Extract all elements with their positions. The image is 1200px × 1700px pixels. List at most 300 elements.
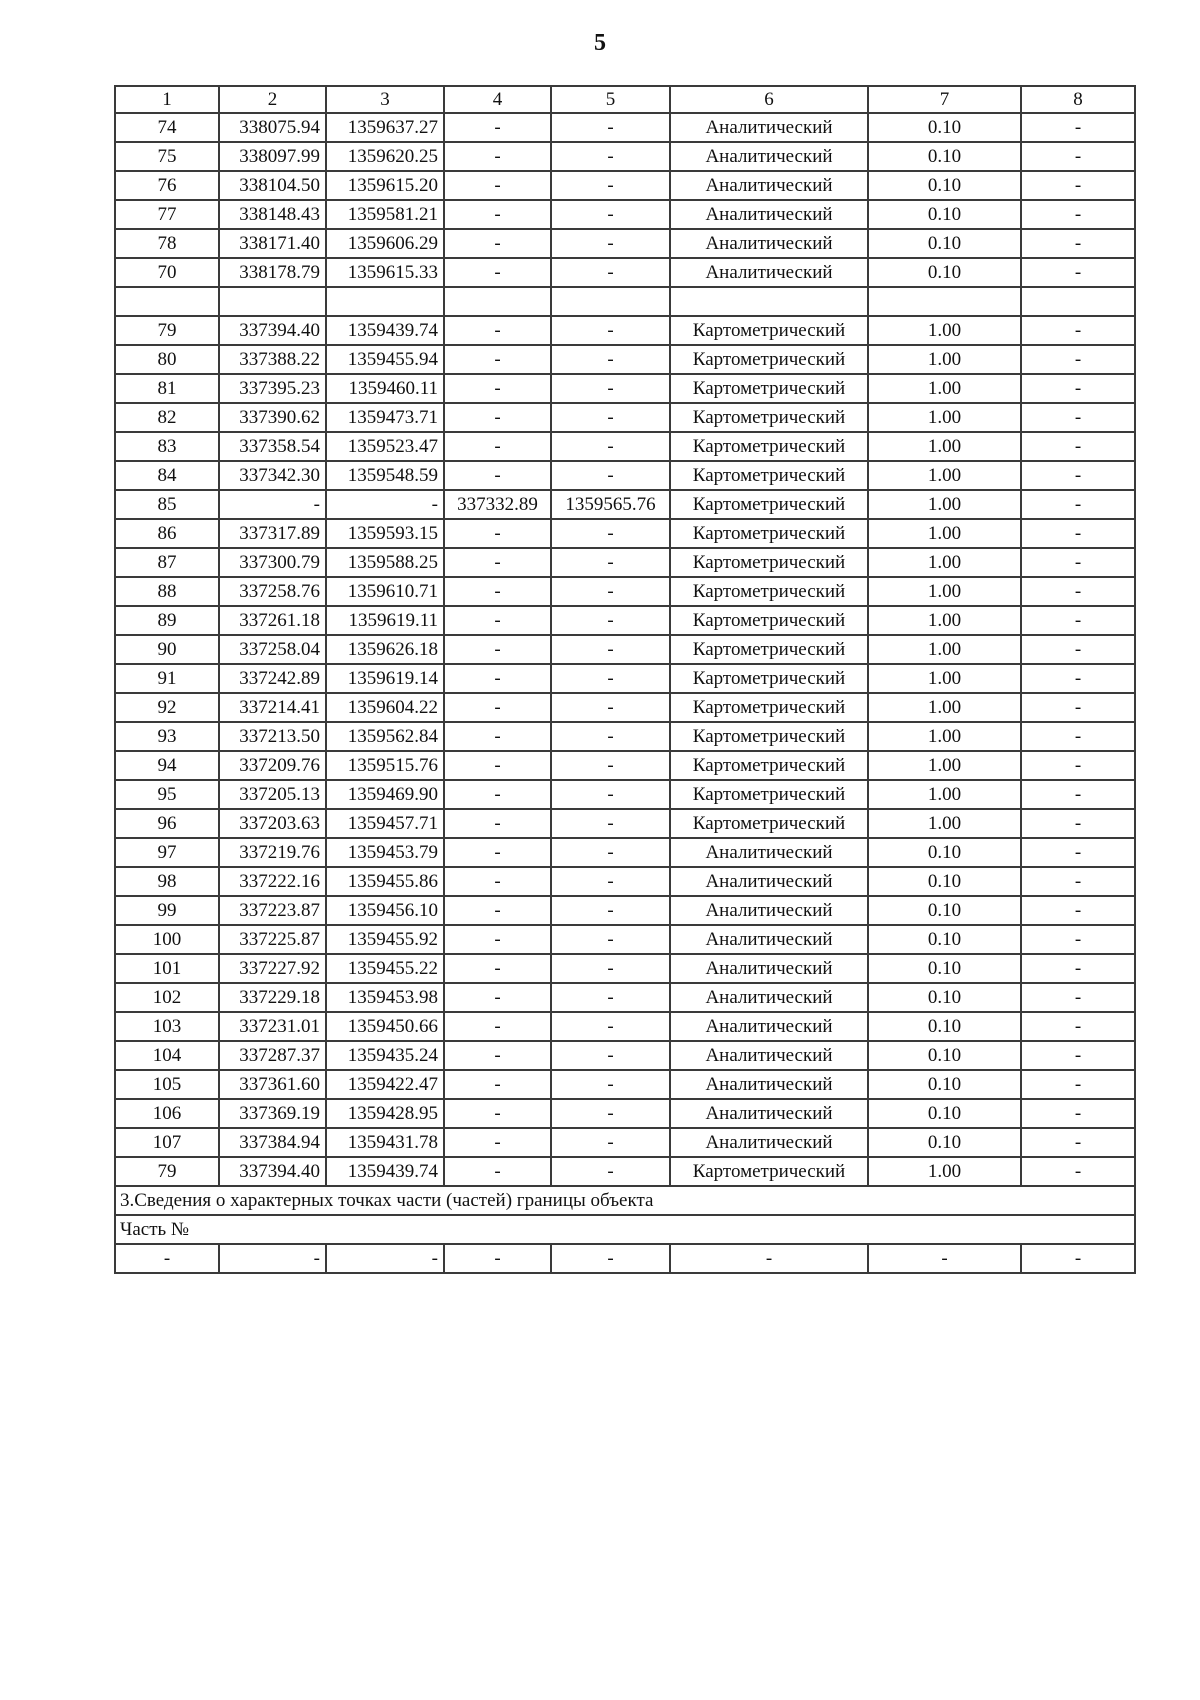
table-cell-col-3: 1359637.27	[326, 113, 444, 142]
table-cell-col-7: 0.10	[868, 171, 1021, 200]
table-cell-col-4: -	[444, 577, 551, 606]
table-cell-col-3: 1359469.90	[326, 780, 444, 809]
table-cell-col-4: -	[444, 1041, 551, 1070]
table-cell-col-6: Картометрический	[670, 432, 868, 461]
table-cell-col-3: 1359453.98	[326, 983, 444, 1012]
table-cell-col-2: 338097.99	[219, 142, 326, 171]
table-cell-col-4: -	[444, 1012, 551, 1041]
table-cell-col-5: -	[551, 374, 670, 403]
table-cell-col-4: -	[444, 229, 551, 258]
table-body	[115, 86, 1135, 1273]
table-cell-col-3: 1359562.84	[326, 722, 444, 751]
table-cell-col-7: 1.00	[868, 490, 1021, 519]
section-title-row-text: 3.Сведения о характерных точках части (частей) границы объекта	[115, 1186, 1135, 1215]
table-cell-col-8: -	[1021, 954, 1135, 983]
table-cell-col-5: -	[551, 577, 670, 606]
table-cell-col-2: 337242.89	[219, 664, 326, 693]
table-cell-col-5: -	[551, 1070, 670, 1099]
table-cell-col-5: 5	[551, 86, 670, 113]
table-cell-col-8: -	[1021, 374, 1135, 403]
table-cell-col-8: -	[1021, 171, 1135, 200]
table-cell-col-3: 1359619.14	[326, 664, 444, 693]
table-cell-col-8: -	[1021, 229, 1135, 258]
table-cell-col-3: 1359439.74	[326, 1157, 444, 1186]
table-row	[115, 809, 1135, 838]
table-row	[115, 490, 1135, 519]
table-cell-col-4: -	[444, 693, 551, 722]
table-cell-col-1: 93	[115, 722, 219, 751]
table-cell-col-6: Аналитический	[670, 1099, 868, 1128]
table-cell-col-4: -	[444, 200, 551, 229]
table-cell-col-3: 1359619.11	[326, 606, 444, 635]
table-cell-col-1	[115, 287, 219, 316]
table-cell-col-7	[868, 287, 1021, 316]
table-row	[115, 664, 1135, 693]
table-cell-col-7: 0.10	[868, 925, 1021, 954]
table-row	[115, 432, 1135, 461]
table-cell-col-3: 1359604.22	[326, 693, 444, 722]
table-cell-col-2: 338148.43	[219, 200, 326, 229]
table-cell-col-4: -	[444, 113, 551, 142]
table-cell-col-7: 1.00	[868, 809, 1021, 838]
table-cell-col-8: -	[1021, 1157, 1135, 1186]
table-cell-col-3: 1359455.86	[326, 867, 444, 896]
table-cell-col-2: 337287.37	[219, 1041, 326, 1070]
table-cell-col-2: 337395.23	[219, 374, 326, 403]
table-cell-col-4: -	[444, 519, 551, 548]
table-cell-col-3: 1359431.78	[326, 1128, 444, 1157]
table-cell-col-5: -	[551, 1128, 670, 1157]
table-cell-col-3	[326, 287, 444, 316]
table-cell-col-7: 0.10	[868, 200, 1021, 229]
table-cell-col-8: -	[1021, 490, 1135, 519]
table-cell-col-4: -	[444, 432, 551, 461]
table-cell-col-1: 98	[115, 867, 219, 896]
table-cell-col-7: 1.00	[868, 519, 1021, 548]
table-cell-col-8: -	[1021, 432, 1135, 461]
table-cell-col-4: -	[444, 867, 551, 896]
table-cell-col-7: 0.10	[868, 896, 1021, 925]
table-cell-col-5: -	[551, 1041, 670, 1070]
table-cell-col-7: 7	[868, 86, 1021, 113]
table-cell-col-5: -	[551, 606, 670, 635]
table-row	[115, 316, 1135, 345]
table-cell-col-8: -	[1021, 1012, 1135, 1041]
table-row	[115, 200, 1135, 229]
table-cell-col-7: 1.00	[868, 693, 1021, 722]
table-cell-col-5: -	[551, 403, 670, 432]
table-cell-col-5: -	[551, 461, 670, 490]
table-cell-col-8: -	[1021, 548, 1135, 577]
table-cell-col-4: -	[444, 345, 551, 374]
table-cell-col-8: -	[1021, 664, 1135, 693]
table-cell-col-7: 1.00	[868, 1157, 1021, 1186]
table-cell-col-1: 91	[115, 664, 219, 693]
table-cell-col-3: 1359473.71	[326, 403, 444, 432]
table-row	[115, 693, 1135, 722]
table-cell-col-6: Картометрический	[670, 780, 868, 809]
table-cell-col-2: 337231.01	[219, 1012, 326, 1041]
table-row	[115, 780, 1135, 809]
table-cell-col-3: 1359422.47	[326, 1070, 444, 1099]
table-cell-col-1: 92	[115, 693, 219, 722]
table-cell-col-7: 0.10	[868, 954, 1021, 983]
table-cell-col-3: 3	[326, 86, 444, 113]
table-cell-col-8: -	[1021, 722, 1135, 751]
table-cell-col-7: 1.00	[868, 374, 1021, 403]
table-cell-col-2: 337300.79	[219, 548, 326, 577]
table-cell-col-6: Картометрический	[670, 345, 868, 374]
table-cell-col-8: -	[1021, 693, 1135, 722]
table-cell-col-1: 82	[115, 403, 219, 432]
table-cell-col-1: 1	[115, 86, 219, 113]
table-cell-col-2: 337342.30	[219, 461, 326, 490]
table-cell-col-3: 1359523.47	[326, 432, 444, 461]
table-cell-col-1: 81	[115, 374, 219, 403]
table-cell-col-3: 1359455.94	[326, 345, 444, 374]
table-cell-col-8: -	[1021, 1041, 1135, 1070]
table-row	[115, 606, 1135, 635]
table-cell-col-7: 1.00	[868, 432, 1021, 461]
table-cell-col-2: 337394.40	[219, 1157, 326, 1186]
table-cell-col-7: 0.10	[868, 1128, 1021, 1157]
table-cell-col-1: 88	[115, 577, 219, 606]
table-cell-col-7: 1.00	[868, 577, 1021, 606]
table-cell-col-5: -	[551, 896, 670, 925]
table-cell-col-1: 97	[115, 838, 219, 867]
table-cell-col-8: -	[1021, 606, 1135, 635]
table-cell-col-8: -	[1021, 519, 1135, 548]
table-cell-col-6: Картометрический	[670, 809, 868, 838]
table-row	[115, 403, 1135, 432]
table-cell-col-6: Картометрический	[670, 1157, 868, 1186]
table-cell-col-4: -	[444, 1244, 551, 1273]
table-cell-col-1: 83	[115, 432, 219, 461]
table-cell-col-5: -	[551, 954, 670, 983]
table-cell-col-1: 105	[115, 1070, 219, 1099]
table-cell-col-4	[444, 287, 551, 316]
table-cell-col-6: Картометрический	[670, 664, 868, 693]
table-row	[115, 1012, 1135, 1041]
table-cell-col-7: 1.00	[868, 606, 1021, 635]
table-cell-col-2: 337203.63	[219, 809, 326, 838]
section-title-row	[115, 1186, 1135, 1215]
table-cell-col-2: 337317.89	[219, 519, 326, 548]
table-cell-col-1: 104	[115, 1041, 219, 1070]
table-cell-col-2: 337214.41	[219, 693, 326, 722]
part-label-row-text: Часть №	[115, 1215, 1135, 1244]
table-cell-col-6: Картометрический	[670, 577, 868, 606]
table-cell-col-2: 337361.60	[219, 1070, 326, 1099]
table-row	[115, 548, 1135, 577]
table-cell-col-2: 337394.40	[219, 316, 326, 345]
table-cell-col-3: 1359581.21	[326, 200, 444, 229]
table-cell-col-6: Аналитический	[670, 925, 868, 954]
table-cell-col-6: Картометрический	[670, 751, 868, 780]
table-row	[115, 635, 1135, 664]
table-cell-col-7: 1.00	[868, 316, 1021, 345]
table-cell-col-5: -	[551, 316, 670, 345]
table-cell-col-3: 1359456.10	[326, 896, 444, 925]
table-cell-col-3: 1359548.59	[326, 461, 444, 490]
table-row	[115, 751, 1135, 780]
table-cell-col-2: 337225.87	[219, 925, 326, 954]
table-row	[115, 867, 1135, 896]
table-cell-col-6: Аналитический	[670, 1128, 868, 1157]
table-cell-col-1: 99	[115, 896, 219, 925]
table-cell-col-7: 1.00	[868, 722, 1021, 751]
table-cell-col-1: 95	[115, 780, 219, 809]
table-cell-col-8: -	[1021, 258, 1135, 287]
table-cell-col-8: -	[1021, 751, 1135, 780]
table-cell-col-2: 338171.40	[219, 229, 326, 258]
table-cell-col-8: -	[1021, 838, 1135, 867]
table-cell-col-2: 2	[219, 86, 326, 113]
table-cell-col-1: 89	[115, 606, 219, 635]
table-cell-col-4: -	[444, 780, 551, 809]
table-cell-col-5: -	[551, 722, 670, 751]
table-cell-col-2: 337258.76	[219, 577, 326, 606]
table-cell-col-4: 337332.89	[444, 490, 551, 519]
table-cell-col-2: 337258.04	[219, 635, 326, 664]
table-cell-col-5: -	[551, 983, 670, 1012]
table-cell-col-8: -	[1021, 925, 1135, 954]
table-cell-col-1: 86	[115, 519, 219, 548]
table-cell-col-7: 1.00	[868, 635, 1021, 664]
table-cell-col-5: -	[551, 751, 670, 780]
table-cell-col-3: -	[326, 490, 444, 519]
table-cell-col-3: 1359457.71	[326, 809, 444, 838]
table-cell-col-4: -	[444, 1070, 551, 1099]
table-cell-col-7: 0.10	[868, 838, 1021, 867]
coordinates-table	[114, 85, 1136, 1274]
table-cell-col-7: -	[868, 1244, 1021, 1273]
table-cell-col-1: 94	[115, 751, 219, 780]
table-header-row	[115, 86, 1135, 113]
table-cell-col-7: 0.10	[868, 113, 1021, 142]
table-cell-col-2: -	[219, 1244, 326, 1273]
table-row	[115, 577, 1135, 606]
table-cell-col-6: Аналитический	[670, 258, 868, 287]
table-cell-col-8: -	[1021, 780, 1135, 809]
table-cell-col-1: 107	[115, 1128, 219, 1157]
table-cell-col-8: -	[1021, 1128, 1135, 1157]
table-cell-col-8: -	[1021, 577, 1135, 606]
table-cell-col-3: 1359610.71	[326, 577, 444, 606]
table-cell-col-4: -	[444, 548, 551, 577]
table-cell-col-4: -	[444, 403, 551, 432]
table-cell-col-3: 1359450.66	[326, 1012, 444, 1041]
table-cell-col-6: Аналитический	[670, 229, 868, 258]
table-cell-col-7: 1.00	[868, 751, 1021, 780]
table-cell-col-6: Аналитический	[670, 838, 868, 867]
table-cell-col-7: 0.10	[868, 229, 1021, 258]
table-cell-col-8: -	[1021, 983, 1135, 1012]
table-cell-col-4: -	[444, 838, 551, 867]
table-cell-col-4: -	[444, 809, 551, 838]
table-cell-col-1: -	[115, 1244, 219, 1273]
table-row	[115, 838, 1135, 867]
table-cell-col-6: Картометрический	[670, 490, 868, 519]
table-cell-col-4: -	[444, 751, 551, 780]
table-cell-col-6: Картометрический	[670, 461, 868, 490]
table-row	[115, 374, 1135, 403]
table-cell-col-5: -	[551, 200, 670, 229]
table-cell-col-7: 0.10	[868, 1070, 1021, 1099]
table-row	[115, 142, 1135, 171]
table-cell-col-1: 79	[115, 1157, 219, 1186]
table-cell-col-8: -	[1021, 1070, 1135, 1099]
table-cell-col-1: 90	[115, 635, 219, 664]
table-cell-col-2: 337369.19	[219, 1099, 326, 1128]
table-cell-col-6: Аналитический	[670, 896, 868, 925]
table-cell-col-6: Картометрический	[670, 606, 868, 635]
table-cell-col-6: Картометрический	[670, 519, 868, 548]
table-cell-col-4: -	[444, 1157, 551, 1186]
table-cell-col-2: 338104.50	[219, 171, 326, 200]
table-cell-col-2: 337227.92	[219, 954, 326, 983]
table-cell-col-5: -	[551, 838, 670, 867]
table-cell-col-7: 1.00	[868, 780, 1021, 809]
table-cell-col-4: -	[444, 374, 551, 403]
table-cell-col-5: -	[551, 229, 670, 258]
table-cell-col-3: 1359453.79	[326, 838, 444, 867]
table-cell-col-2: 338178.79	[219, 258, 326, 287]
table-cell-col-7: 1.00	[868, 664, 1021, 693]
table-cell-col-1: 87	[115, 548, 219, 577]
table-cell-col-1: 76	[115, 171, 219, 200]
table-cell-col-5: -	[551, 1012, 670, 1041]
table-cell-col-1: 101	[115, 954, 219, 983]
table-cell-col-1: 96	[115, 809, 219, 838]
table-cell-col-2: 337222.16	[219, 867, 326, 896]
table-cell-col-5: -	[551, 635, 670, 664]
table-cell-col-5: -	[551, 925, 670, 954]
part-table-row	[115, 1244, 1135, 1273]
table-cell-col-4: -	[444, 896, 551, 925]
table-cell-col-1: 79	[115, 316, 219, 345]
table-cell-col-4: -	[444, 606, 551, 635]
table-cell-col-3: 1359460.11	[326, 374, 444, 403]
table-row	[115, 461, 1135, 490]
table-cell-col-8: -	[1021, 142, 1135, 171]
table-cell-col-3: 1359428.95	[326, 1099, 444, 1128]
table-cell-col-6: Аналитический	[670, 142, 868, 171]
table-cell-col-2: 337384.94	[219, 1128, 326, 1157]
table-cell-col-5: -	[551, 1157, 670, 1186]
table-cell-col-2: 337205.13	[219, 780, 326, 809]
table-cell-col-6	[670, 287, 868, 316]
table-cell-col-8: -	[1021, 200, 1135, 229]
table-cell-col-4: -	[444, 983, 551, 1012]
table-cell-col-7: 0.10	[868, 983, 1021, 1012]
table-cell-col-7: 1.00	[868, 345, 1021, 374]
table-cell-col-4: -	[444, 722, 551, 751]
table-cell-col-5: -	[551, 171, 670, 200]
table-cell-col-4: -	[444, 954, 551, 983]
table-row	[115, 1041, 1135, 1070]
table-cell-col-1: 78	[115, 229, 219, 258]
table-cell-col-6: Картометрический	[670, 403, 868, 432]
table-cell-col-6: Картометрический	[670, 548, 868, 577]
table-cell-col-7: 0.10	[868, 1012, 1021, 1041]
table-cell-col-5: -	[551, 664, 670, 693]
table-cell-col-5: -	[551, 548, 670, 577]
table-cell-col-3: 1359615.20	[326, 171, 444, 200]
table-row	[115, 287, 1135, 316]
table-cell-col-6: Картометрический	[670, 316, 868, 345]
table-cell-col-1: 84	[115, 461, 219, 490]
table-cell-col-2: 337390.62	[219, 403, 326, 432]
table-cell-col-4: -	[444, 171, 551, 200]
table-cell-col-6: Картометрический	[670, 722, 868, 751]
table-cell-col-5: 1359565.76	[551, 490, 670, 519]
table-cell-col-5: -	[551, 345, 670, 374]
table-cell-col-8	[1021, 287, 1135, 316]
table-cell-col-3: 1359439.74	[326, 316, 444, 345]
table-cell-col-6: Аналитический	[670, 954, 868, 983]
table-cell-col-3: 1359515.76	[326, 751, 444, 780]
table-cell-col-7: 1.00	[868, 403, 1021, 432]
table-row	[115, 229, 1135, 258]
table-row	[115, 722, 1135, 751]
table-row	[115, 896, 1135, 925]
table-cell-col-2: -	[219, 490, 326, 519]
table-cell-col-5: -	[551, 519, 670, 548]
table-cell-col-1: 85	[115, 490, 219, 519]
table-cell-col-6: Аналитический	[670, 1012, 868, 1041]
table-row	[115, 519, 1135, 548]
table-cell-col-2: 337213.50	[219, 722, 326, 751]
table-cell-col-4: -	[444, 1128, 551, 1157]
table-cell-col-3: 1359620.25	[326, 142, 444, 171]
table-row	[115, 171, 1135, 200]
table-cell-col-8: -	[1021, 403, 1135, 432]
table-cell-col-6: 6	[670, 86, 868, 113]
table-cell-col-6: Аналитический	[670, 171, 868, 200]
table-cell-col-8: -	[1021, 1244, 1135, 1273]
page-number: 5	[594, 30, 606, 56]
table-cell-col-3: 1359435.24	[326, 1041, 444, 1070]
table-cell-col-5: -	[551, 1244, 670, 1273]
table-row	[115, 1157, 1135, 1186]
table-row	[115, 345, 1135, 374]
table-row	[115, 113, 1135, 142]
table-cell-col-8: 8	[1021, 86, 1135, 113]
table-cell-col-1: 103	[115, 1012, 219, 1041]
table-cell-col-6: Аналитический	[670, 983, 868, 1012]
table-cell-col-2: 337261.18	[219, 606, 326, 635]
table-cell-col-8: -	[1021, 635, 1135, 664]
table-cell-col-8: -	[1021, 867, 1135, 896]
table-cell-col-4: -	[444, 461, 551, 490]
table-row	[115, 983, 1135, 1012]
table-row	[115, 258, 1135, 287]
table-cell-col-3: -	[326, 1244, 444, 1273]
table-cell-col-5: -	[551, 809, 670, 838]
table-cell-col-7: 0.10	[868, 867, 1021, 896]
table-cell-col-3: 1359455.92	[326, 925, 444, 954]
table-cell-col-3: 1359606.29	[326, 229, 444, 258]
table-cell-col-5: -	[551, 142, 670, 171]
table-cell-col-4: -	[444, 635, 551, 664]
table-cell-col-5: -	[551, 780, 670, 809]
table-cell-col-6: Аналитический	[670, 200, 868, 229]
table-cell-col-1: 100	[115, 925, 219, 954]
table-cell-col-1: 80	[115, 345, 219, 374]
table-cell-col-4: 4	[444, 86, 551, 113]
table-cell-col-6: Аналитический	[670, 113, 868, 142]
